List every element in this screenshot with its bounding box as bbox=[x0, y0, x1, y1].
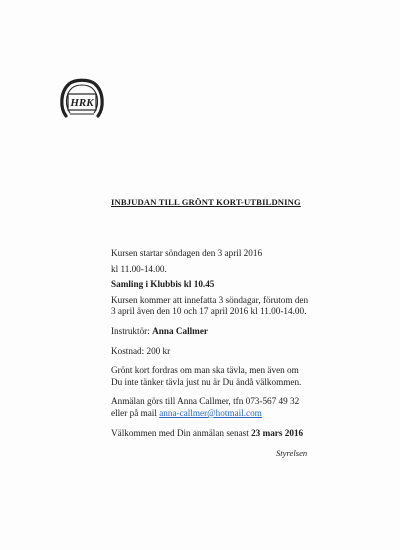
start-date-line: Kursen startar söndagen den 3 april 2016 bbox=[111, 248, 263, 258]
gathering-line: Samling i Klubbis kl 10.45 bbox=[111, 279, 215, 290]
document-body bbox=[111, 248, 376, 439]
document-title: INBJUDAN TILL GRÖNT KORT-UTBILDNING bbox=[111, 197, 301, 207]
course-dates-line-2: 3 april även den 10 och 17 april 2016 kl 11.00-14.00. bbox=[111, 306, 307, 317]
deadline-line bbox=[111, 428, 376, 440]
email-link[interactable]: anna-callmer@hotmail.com bbox=[159, 407, 262, 418]
logo-text: HRK bbox=[70, 97, 94, 109]
registration-prefix: eller på mail bbox=[111, 407, 160, 418]
registration-line-2 bbox=[111, 408, 376, 420]
course-dates-line-1: Kursen kommer att innefatta 3 söndagar, förutom den bbox=[111, 294, 309, 305]
horseshoe-logo-icon bbox=[56, 76, 108, 124]
deadline-prefix: Välkommen med Din anmälan senast bbox=[111, 427, 252, 438]
signature: Styrelsen bbox=[276, 448, 308, 458]
requirement-line-1: Grönt kort fordras om man ska tävla, men även om bbox=[111, 365, 299, 376]
start-time-line: kl 11.00-14.00. bbox=[111, 263, 167, 274]
instructor-name: Anna Callmer bbox=[152, 325, 208, 336]
instructor-label: Instruktör: bbox=[111, 325, 153, 336]
registration-line-1: Anmälan görs till Anna Callmer, tfn 073-567 49 32 bbox=[111, 396, 300, 407]
deadline-date: 23 mars 2016 bbox=[251, 427, 304, 438]
instructor-line bbox=[111, 326, 376, 338]
cost-line: Kostnad: 200 kr bbox=[111, 345, 171, 356]
requirement-line-2: Du inte tänker tävla just nu är Du ändå välkommen. bbox=[111, 376, 302, 387]
